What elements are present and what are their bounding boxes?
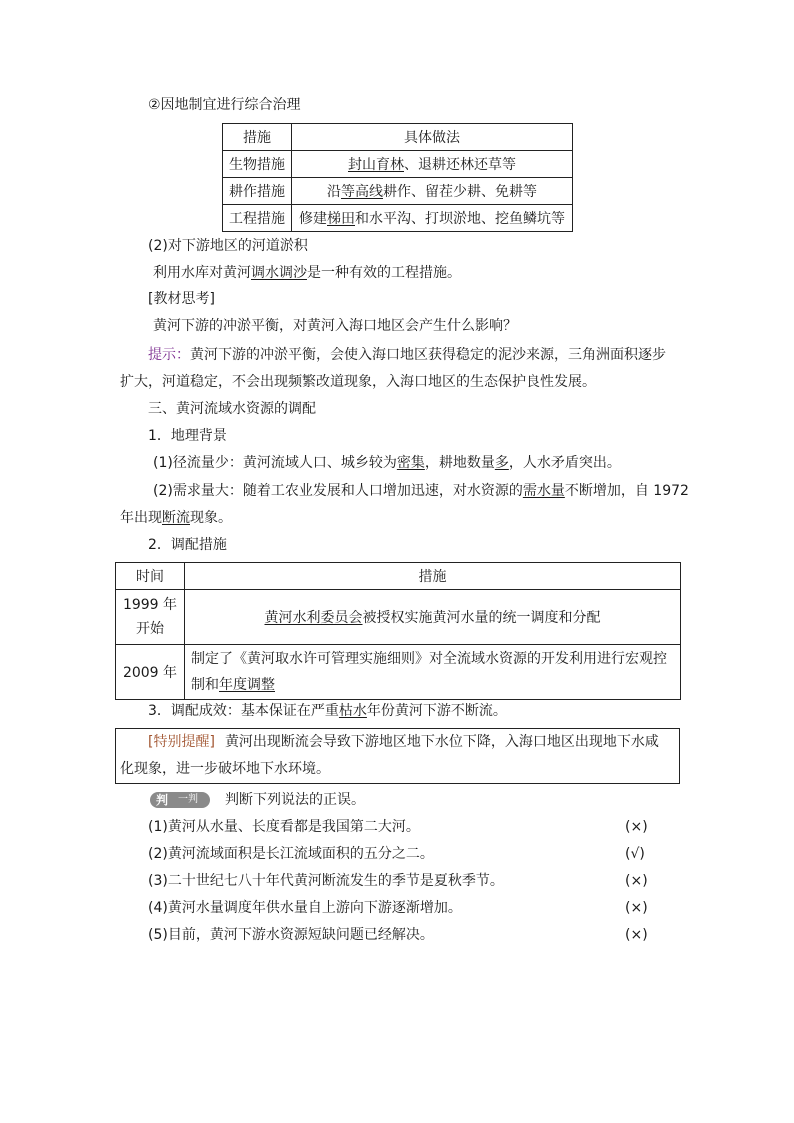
river-heading: (2)对下游地区的河道淤积: [148, 238, 308, 254]
time-cell: 2009 年: [116, 645, 185, 700]
textbook-question: 黄河下游的冲淤平衡，对黄河入海口地区会产生什么影响？: [153, 318, 517, 334]
measure-cell: 生物措施: [223, 151, 292, 178]
table-row: [116, 590, 681, 645]
measures-heading: 2．调配措施: [148, 537, 227, 553]
judge-item: (1)黄河从水量、长度看都是我国第二大河。: [148, 819, 420, 835]
background-p2: (2)需求量大：随着工农业发展和人口增加迅速，对水资源的需水量不断增加，自 1972: [153, 483, 689, 499]
underlined-term: 年度调整: [219, 677, 275, 693]
table-header-cell: 具体做法: [292, 124, 573, 151]
table-header-row: [223, 124, 573, 151]
textbook-label: [教材思考]: [148, 291, 215, 307]
measure-cell: 耕作措施: [223, 178, 292, 205]
table-header-row: [116, 563, 681, 590]
judge-mark: (×): [625, 900, 648, 916]
table-header-cell: 措施: [185, 563, 681, 590]
measure-cell: 制定了《黄河取水许可管理实施细则》对全流域水资源的开发利用进行宏观控 制和年度调整: [185, 645, 681, 700]
table-header-cell: 时间: [116, 563, 185, 590]
judge-item: (2)黄河流域面积是长江流域面积的五分之二。: [148, 846, 434, 862]
allocation-result: 3．调配成效：基本保证在严重枯水年份黄河下游不断流。: [148, 703, 507, 719]
measures-table: [222, 123, 573, 232]
section3-heading: 三、黄河流域水资源的调配: [148, 401, 316, 417]
judge-item: (4)黄河水量调度年供水量自上游向下游逐渐增加。: [148, 900, 462, 916]
section-heading-comprehensive: ②因地制宜进行综合治理: [148, 97, 301, 113]
judge-mark: (×): [625, 819, 648, 835]
hint-label: 提示：: [148, 347, 190, 363]
reminder-line-2: 化现象，进一步破坏地下水环境。: [120, 761, 330, 777]
background-p2-cont: 年出现断流现象。: [120, 510, 232, 526]
judge-mark: (×): [625, 873, 648, 889]
table-row: [223, 151, 573, 178]
judge-item: (3)二十世纪七八十年代黄河断流发生的季节是夏秋季节。: [148, 873, 504, 889]
practice-cell: 封山育林、退耕还林还草等: [292, 151, 573, 178]
river-paragraph: 利用水库对黄河调水调沙是一种有效的工程措施。: [153, 265, 461, 281]
judge-item: (5)目前，黄河下游水资源短缺问题已经解决。: [148, 927, 434, 943]
underlined-term: 封山育林: [348, 157, 404, 173]
reminder-label: [特别提醒]: [148, 734, 215, 750]
judge-instruction: 判断下列说法的正误。: [225, 792, 365, 808]
underlined-term: 枯水: [338, 703, 367, 719]
table-row: [223, 178, 573, 205]
special-reminder-box: [115, 728, 680, 784]
underlined-term: 黄河水利委员会: [264, 610, 363, 626]
underlined-term: 梯田: [327, 211, 355, 227]
table-row: [223, 205, 573, 232]
judge-mark: (√): [625, 846, 645, 862]
judge-mark: (×): [625, 927, 648, 943]
underlined-term: 需水量: [522, 483, 565, 499]
allocation-table: [115, 562, 681, 700]
hint-line-2: 扩大，河道稳定，不会出现频繁改道现象，入海口地区的生态保护良性发展。: [120, 374, 596, 390]
background-p1: (1)径流量少：黄河流域人口、城乡较为密集，耕地数量多，人水矛盾突出。: [153, 455, 621, 471]
time-cell: 1999 年 开始: [116, 590, 185, 645]
judge-badge: 判 一判: [150, 792, 210, 808]
table-row: [116, 645, 681, 700]
practice-cell: 修建梯田和水平沟、打坝淤地、挖鱼鳞坑等: [292, 205, 573, 232]
measure-cell: 工程措施: [223, 205, 292, 232]
underlined-term: 等高线: [341, 184, 383, 200]
practice-cell: 沿等高线耕作、留茬少耕、免耕等: [292, 178, 573, 205]
background-heading: 1．地理背景: [148, 428, 227, 444]
underlined-term: 断流: [162, 510, 190, 526]
underlined-term: 调水调沙: [251, 265, 307, 281]
underlined-term: 多: [494, 455, 509, 471]
underlined-term: 密集: [396, 455, 425, 471]
measure-cell: 黄河水利委员会被授权实施黄河水量的统一调度和分配: [185, 590, 681, 645]
hint-line-1: 提示：黄河下游的冲淤平衡，会使入海口地区获得稳定的泥沙来源，三角洲面积逐步: [148, 347, 666, 363]
table-header-cell: 措施: [223, 124, 292, 151]
reminder-line-1: [特别提醒] 黄河出现断流会导致下游地区地下水位下降，入海口地区出现地下水咸: [148, 734, 659, 750]
